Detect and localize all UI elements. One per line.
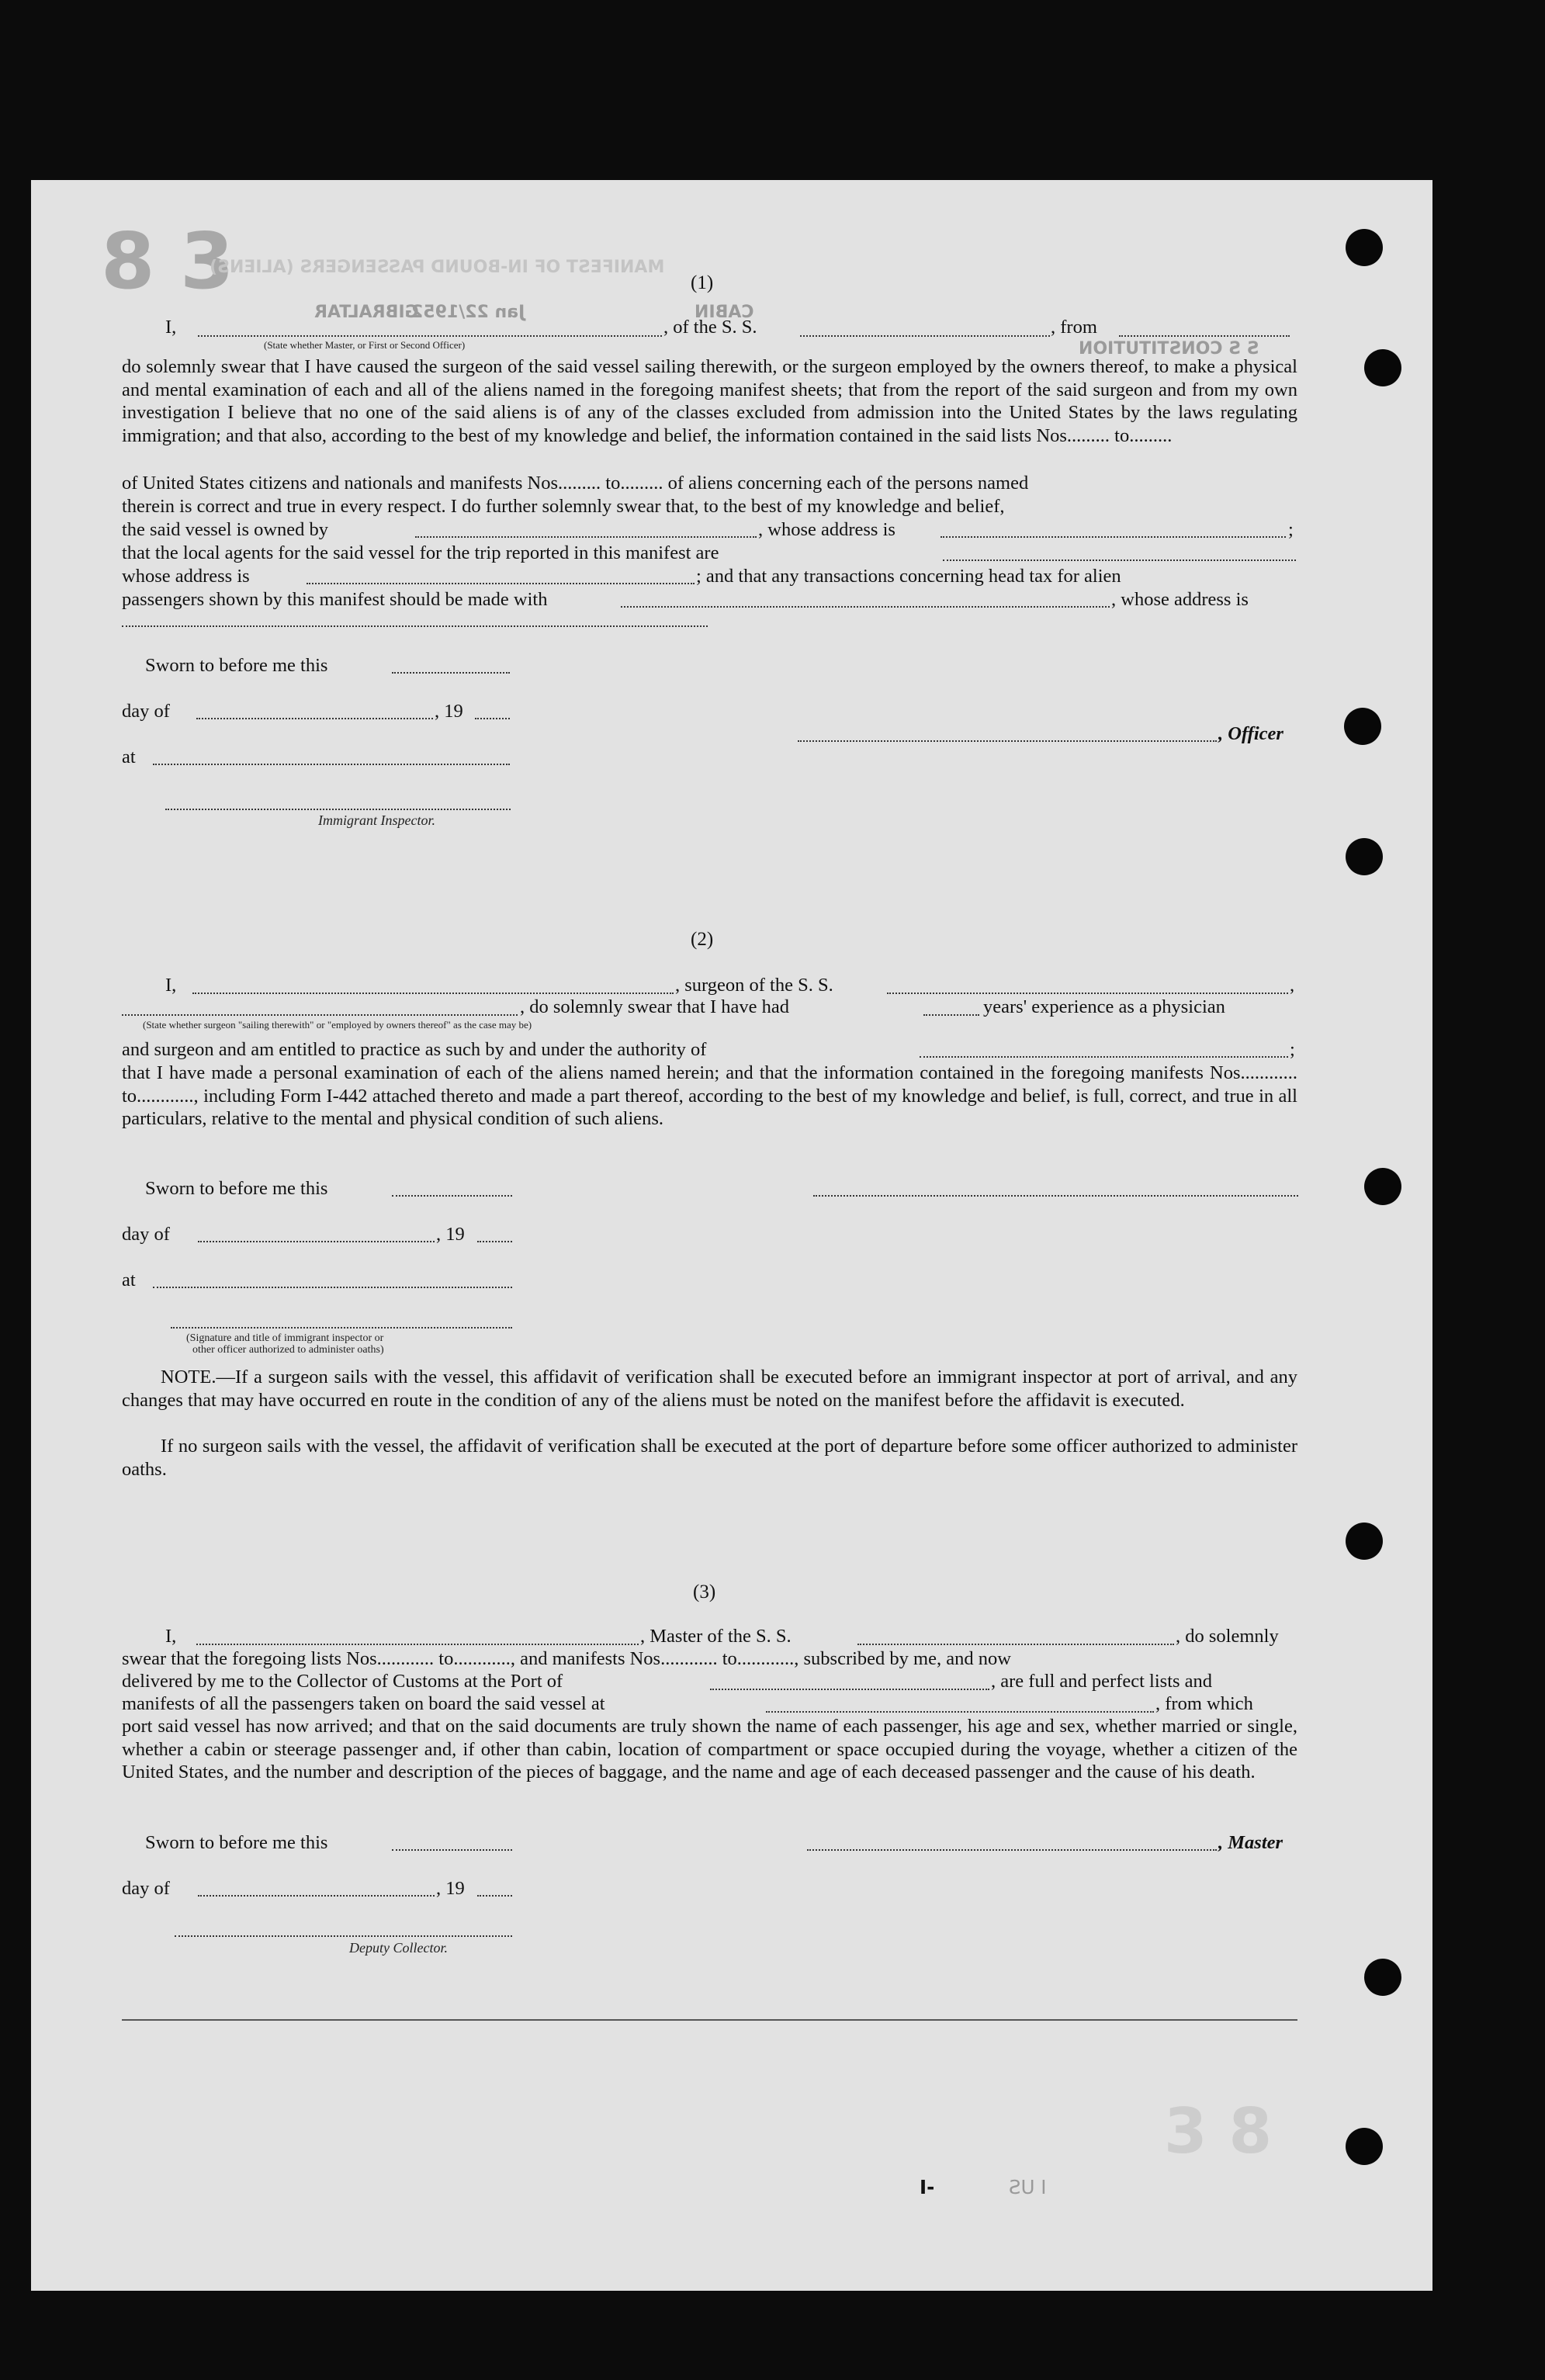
s1-inspector-caption: Immigrant Inspector. xyxy=(318,812,435,828)
s3-delivered-label-b: , are full and perfect lists and xyxy=(991,1671,1213,1692)
s2-at-label: at xyxy=(122,1270,136,1290)
s1-owned-label: the said vessel is owned by xyxy=(122,519,329,540)
s2-note-2: If no surgeon sails with the vessel, the affidavit of verification shall be executed at the port of departure before some officer authorized to administer oaths. xyxy=(122,1436,1297,1480)
s3-year-label: , 19 xyxy=(436,1878,465,1899)
s3-master-label: , Master xyxy=(1218,1832,1283,1853)
s3-sworn-field[interactable] xyxy=(392,1849,512,1851)
s3-sworn-label: Sworn to before me this xyxy=(145,1832,328,1853)
s1-at-label: at xyxy=(122,747,136,767)
s3-deputy-caption: Deputy Collector. xyxy=(349,1940,448,1956)
s3-master-signature-field[interactable] xyxy=(807,1849,1217,1851)
s3-day-of-label: day of xyxy=(122,1878,170,1899)
s2-years-field[interactable] xyxy=(923,1014,979,1016)
punch-hole xyxy=(1364,349,1401,386)
s1-head-tax-label: ; and that any transactions concerning head tax for alien xyxy=(696,566,1121,587)
s2-body: that I have made a personal examination of each of the aliens named herein; and that the information contained in the foregoing manifests Nos............ to............, including Form I-442 attached thereto and made a part thereof, according to the best of my knowledge and belief, is full, correct, and true in all particulars, relative to the mental and physical condition of such aliens. xyxy=(122,1062,1297,1129)
s1-oath-body: do solemnly swear that I have caused the surgeon of the said vessel sailing therewith, or the surgeon employed by the owners thereof, to make a physical and mental examination of each and all of the aliens named in the foregoing manifest sheets; that from the report of the said surgeon and from my own investigation I believe that no one of the said aliens is of any of the classes excluded from admission into the United States by the laws regulating immigration; and that also, according to the best of my knowledge and belief, the information contained in the said lists Nos......... to......... xyxy=(122,356,1297,446)
section-2-number: (2) xyxy=(691,929,714,950)
s2-i-label: I, xyxy=(165,975,177,996)
s2-authority-label: and surgeon and am entitled to practice as such by and under the authority of xyxy=(122,1039,707,1060)
s2-authority-field[interactable] xyxy=(920,1056,1288,1058)
s1-ship-field[interactable] xyxy=(800,335,1050,337)
frame-code-bottom: 3 8 xyxy=(1164,2095,1273,2167)
s1-year-label: , 19 xyxy=(435,701,463,722)
s3-manifests-label: manifests of all the passengers taken on board the said vessel at xyxy=(122,1693,605,1714)
s2-state-note: (State whether surgeon "sailing therewith" or "employed by owners thereof" as the case may be) xyxy=(143,1019,532,1031)
bleed-class: CABIN xyxy=(695,303,754,322)
s1-agent-address-field[interactable] xyxy=(307,583,695,584)
s1-owner-field[interactable] xyxy=(415,536,757,538)
s3-deputy-signature-field[interactable] xyxy=(175,1935,512,1937)
s3-solemnly-label: , do solemnly xyxy=(1176,1626,1279,1647)
form-number-bleed: I US xyxy=(1009,2176,1047,2198)
s3-body: port said vessel has now arrived; and that on the said documents are truly shown the name of each passenger, his age and sex, whether married or single, whether a cabin or steerage passenger and, if other than cabin, location of compartment or space occupied during the voyage, whether a citizen of the United States, and the number and description of the pieces of baggage, and the name and age of each deceased passenger and the cause of his death. xyxy=(122,1716,1297,1782)
s1-agents-field[interactable] xyxy=(943,559,1296,561)
punch-hole xyxy=(1346,229,1383,266)
s3-embark-field[interactable] xyxy=(766,1711,1154,1713)
section-3-number: (3) xyxy=(693,1581,716,1602)
s1-citizens-line: of United States citizens and nationals and manifests Nos......... to......... of aliens concerning each of the persons named xyxy=(122,473,1029,494)
s3-swear-line: swear that the foregoing lists Nos............ to............, and manifests Nos............ to............, subscribed by me, and now xyxy=(122,1648,1011,1669)
s2-swear-label: , do solemnly swear that I have had xyxy=(520,996,789,1017)
s2-sworn-label: Sworn to before me this xyxy=(145,1178,328,1199)
bleed-ship: S S CONSTITUTION xyxy=(1079,339,1259,359)
s1-sworn-field[interactable] xyxy=(392,672,510,674)
s1-agents-label: that the local agents for the said vessel for the trip reported in this manifest are xyxy=(122,542,719,563)
s1-day-field[interactable] xyxy=(196,718,433,719)
s3-day-field[interactable] xyxy=(198,1895,435,1897)
s2-sig-note-1: (Signature and title of immigrant inspector or xyxy=(186,1332,384,1344)
s2-at-field[interactable] xyxy=(153,1287,512,1288)
s1-tax-contact-address-label: , whose address is xyxy=(1111,589,1249,610)
s3-port-field[interactable] xyxy=(710,1689,989,1690)
s1-day-of-label: day of xyxy=(122,701,170,722)
s2-day-field[interactable] xyxy=(198,1241,435,1242)
s2-sworn-field[interactable] xyxy=(392,1195,512,1197)
s2-year-label: , 19 xyxy=(436,1224,465,1245)
punch-hole xyxy=(1346,838,1383,875)
s3-master-of-label: , Master of the S. S. xyxy=(640,1626,792,1647)
form-number: I- xyxy=(920,2176,935,2198)
s1-passengers-label: passengers shown by this manifest should be made with xyxy=(122,589,548,610)
s2-ship-field[interactable] xyxy=(887,993,1288,994)
s1-owner-address-label: , whose address is xyxy=(758,519,895,540)
punch-hole xyxy=(1364,1959,1401,1996)
s1-officer-signature-field[interactable] xyxy=(798,740,1217,742)
s3-i-label: I, xyxy=(165,1626,177,1647)
bleed-port: GIBRALTAR xyxy=(314,303,419,322)
s1-state-note: (State whether Master, or First or Second Officer) xyxy=(264,339,466,351)
s3-ship-field[interactable] xyxy=(857,1644,1174,1645)
s2-status-field[interactable] xyxy=(122,1014,518,1016)
s1-therein-line: therein is correct and true in every respect. I do further solemnly swear that, to the best of my knowledge and belief, xyxy=(122,496,1005,517)
bottom-rule xyxy=(122,2019,1297,2021)
frame-code: 8 xyxy=(101,216,155,307)
s2-inspector-signature-field[interactable] xyxy=(171,1327,512,1329)
s2-years-label: years' experience as a physician xyxy=(983,996,1225,1017)
s2-surgeon-name-field[interactable] xyxy=(192,993,674,994)
s2-note-text: —If a surgeon sails with the vessel, this affidavit of verification shall be executed before an immigrant inspector at port of arrival, and any changes that may have occurred en route in the condition of any of the aliens must be noted on the manifest before the affidavit is executed. xyxy=(122,1367,1297,1411)
s1-year-field[interactable] xyxy=(475,718,510,719)
s1-at-field[interactable] xyxy=(153,764,510,765)
s2-sig-note-2: other officer authorized to administer oaths) xyxy=(192,1344,384,1356)
punch-hole xyxy=(1364,1168,1401,1205)
s2-day-of-label: day of xyxy=(122,1224,170,1245)
punch-hole xyxy=(1346,1523,1383,1560)
s1-tax-contact-field[interactable] xyxy=(621,606,1110,608)
s2-surgeon-of-label: , surgeon of the S. S. xyxy=(675,975,833,996)
s3-year-field[interactable] xyxy=(477,1895,512,1897)
s3-master-name-field[interactable] xyxy=(196,1644,639,1645)
frame-code: 3 xyxy=(180,216,234,307)
s3-delivered-label: delivered by me to the Collector of Customs at the Port of xyxy=(122,1671,563,1692)
s2-note-1 xyxy=(122,1366,1297,1412)
s3-manifests-label-b: , from which xyxy=(1155,1693,1253,1714)
punch-hole xyxy=(1344,708,1381,745)
s1-agent-address-label: whose address is xyxy=(122,566,250,587)
s1-of-ss-label: , of the S. S. xyxy=(663,317,757,338)
s2-note-label: NOTE. xyxy=(161,1367,217,1387)
s1-continuation-field[interactable] xyxy=(122,625,708,627)
section-1-number: (1) xyxy=(691,272,714,293)
s1-from-field[interactable] xyxy=(1119,335,1290,337)
s1-i-label: I, xyxy=(165,317,177,338)
s1-owner-address-field[interactable] xyxy=(941,536,1286,538)
s1-sworn-label: Sworn to before me this xyxy=(145,655,328,676)
s2-surgeon-signature-field[interactable] xyxy=(813,1195,1298,1197)
bleed-date: Jan 22/1952 xyxy=(411,303,525,322)
punch-hole xyxy=(1346,2128,1383,2165)
s1-inspector-signature-field[interactable] xyxy=(165,809,511,810)
s1-officer-label: , Officer xyxy=(1218,723,1283,744)
bleed-title: MANIFEST OF IN-BOUND PASSENGERS (ALIENS) xyxy=(210,258,665,277)
s2-year-field[interactable] xyxy=(477,1241,512,1242)
s1-officer-name-field[interactable] xyxy=(198,335,662,337)
s1-from-label: , from xyxy=(1051,317,1097,338)
